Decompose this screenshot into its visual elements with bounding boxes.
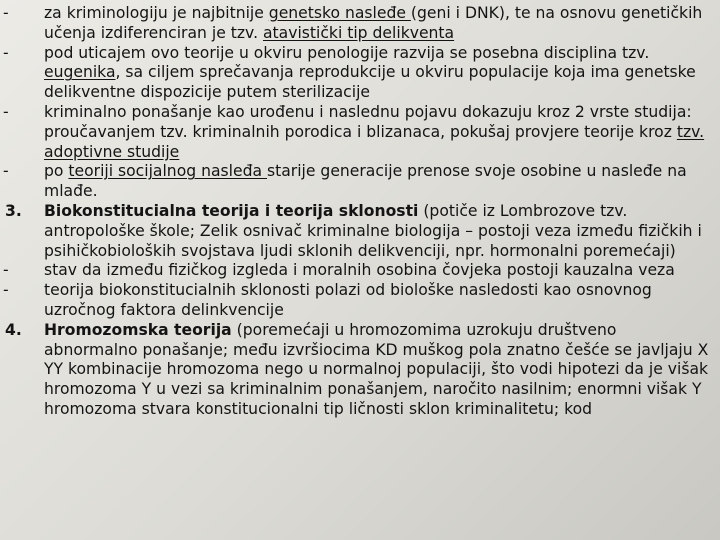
underlined-term: eugenika bbox=[44, 63, 116, 82]
numbered-item bbox=[0, 321, 712, 420]
number-marker: 4. bbox=[5, 320, 22, 339]
dash-marker: - bbox=[3, 4, 9, 22]
underlined-term: tzv. adoptivne studije bbox=[44, 122, 705, 161]
number-marker: 3. bbox=[5, 201, 22, 220]
item-text: starije generacije prenose svoje osobine u nasleđe na mlađe. bbox=[44, 162, 687, 201]
numbered-item bbox=[0, 202, 712, 261]
item-text: (poremećaji u hromozomima uzrokuju društveno abnormalno ponašanje; među izvršiocima KD muškog pola znatno češće se javljaju X YY kombinacije hromozoma nego u normalnoj populaciji, što vodi hipotezi da je višak hromozoma Y u vezi sa kriminalnim ponašanjem, naročito nasilnim; enormni višak Y hromozoma stvara konstitucionalni tip ličnosti sklon kriminalitetu; kod bbox=[44, 320, 709, 418]
dash-marker: - bbox=[3, 102, 9, 121]
item-text: po bbox=[44, 162, 69, 181]
item-text: pod uticajem ovo teorije u okviru penologije razvija se posebna disciplina tzv. bbox=[44, 43, 650, 62]
bullet-item bbox=[0, 44, 712, 103]
bullet-item bbox=[0, 261, 712, 281]
item-text: (geni i DNK), te na osnovu genetičkih učenja izdiferenciran je tzv. bbox=[44, 4, 703, 42]
item-text: , sa ciljem sprečavanja reprodukcije u okviru populacije koja ima genetske delikventne dispozicije putem sterilizacije bbox=[44, 63, 696, 102]
bullet-item bbox=[0, 4, 712, 44]
dash-marker: - bbox=[3, 162, 9, 181]
dash-marker: - bbox=[3, 261, 9, 280]
section-heading: Hromozomska teorija bbox=[44, 320, 232, 339]
bullet-item bbox=[0, 103, 712, 162]
bullet-item bbox=[0, 281, 712, 321]
section-heading: Biokonstitucialna teorija i teorija sklonosti bbox=[44, 201, 419, 220]
item-text: (potiče iz Lombrozove tzv. antropološke škole; Zelik osnivač kriminalne biologija – postoji veza između fizičkih i psihičkobioloških svojstava ljudi sklonih delikvenciji, npr. hormonalni poremećaji) bbox=[44, 201, 702, 260]
underlined-term: genetsko nasleđe bbox=[268, 4, 411, 22]
underlined-term: teoriji socijalnog nasleđa bbox=[68, 162, 267, 181]
item-text: teorija biokonstitucialnih sklonosti polazi od biološke nasledosti kao osnovnog uzročnog faktora delinkvencije bbox=[44, 281, 652, 319]
dash-marker: - bbox=[3, 43, 9, 62]
item-text: stav da između fizičkog izgleda i moralnih osobina čovjeka postoji kauzalna veza bbox=[44, 261, 675, 280]
bullet-item bbox=[0, 162, 712, 202]
item-text: za kriminologiju je najbitnije bbox=[44, 4, 269, 22]
dash-marker: - bbox=[3, 281, 9, 300]
item-text: kriminalno ponašanje kao urođenu i naslednu pojavu dokazuju kroz 2 vrste studija: proučavanjem tzv. kriminalnih porodica i blizanaca, pokušaj provjere teorije kroz bbox=[44, 102, 692, 141]
underlined-term: atavistički tip delikventa bbox=[262, 23, 455, 42]
slide-body bbox=[0, 4, 712, 420]
